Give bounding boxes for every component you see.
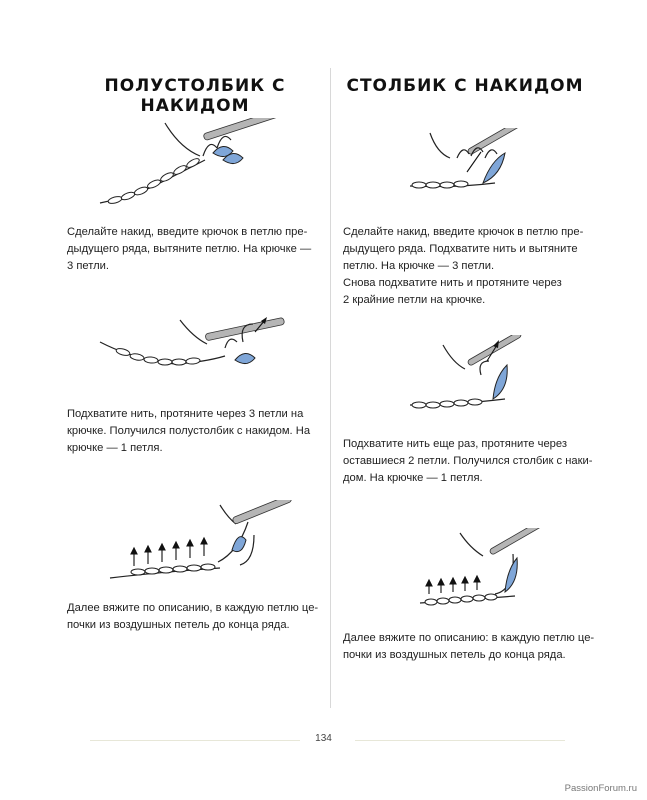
right-column-title: СТОЛБИК С НАКИДОМ bbox=[346, 76, 584, 96]
footer-line-right bbox=[355, 740, 565, 741]
illustration-dc-step-2 bbox=[405, 335, 545, 415]
illustration-dc-step-1 bbox=[405, 128, 545, 198]
left-column-title: ПОЛУСТОЛБИК С НАКИДОМ bbox=[104, 76, 286, 116]
footer-line-left bbox=[90, 740, 300, 741]
right-step-3-text: Далее вяжите по описанию: в каждую петлю це- почки из воздушных петель до конца ряда. bbox=[343, 632, 595, 661]
illustration-half-dc-step-2 bbox=[95, 312, 295, 387]
right-step-1-text: Сделайте накид, введите крючок в петлю пре- дыдущего ряда. Подхватите нить и вытяните петлю. На крючке — 3 петли. Снова подхватите нить и протяните через 2 крайние петли на крючке. bbox=[343, 226, 584, 306]
column-divider bbox=[330, 68, 331, 708]
illustration-half-dc-step-3 bbox=[100, 500, 300, 590]
illustration-dc-step-3 bbox=[415, 528, 555, 613]
watermark: PassionForum.ru bbox=[564, 783, 637, 794]
left-step-3-text: Далее вяжите по описанию, в каждую петлю це- почки из воздушных петель до конца ряда. bbox=[67, 602, 319, 631]
illustration-half-dc-step-1 bbox=[95, 118, 295, 208]
right-step-2-text: Подхватите нить еще раз, протяните через оставшиеся 2 петли. Получился столбик с наки- дом. На крючке — 1 петля. bbox=[343, 438, 593, 484]
left-step-1-text: Сделайте накид, введите крючок в петлю пре- дыдущего ряда, вытяните петлю. На крючке — 3 петли. bbox=[67, 226, 312, 272]
page-number: 134 bbox=[315, 733, 332, 744]
left-step-2-text: Подхватите нить, протяните через 3 петли на крючке. Получился полустолбик с накидом. На крючке — 1 петля. bbox=[67, 408, 311, 454]
